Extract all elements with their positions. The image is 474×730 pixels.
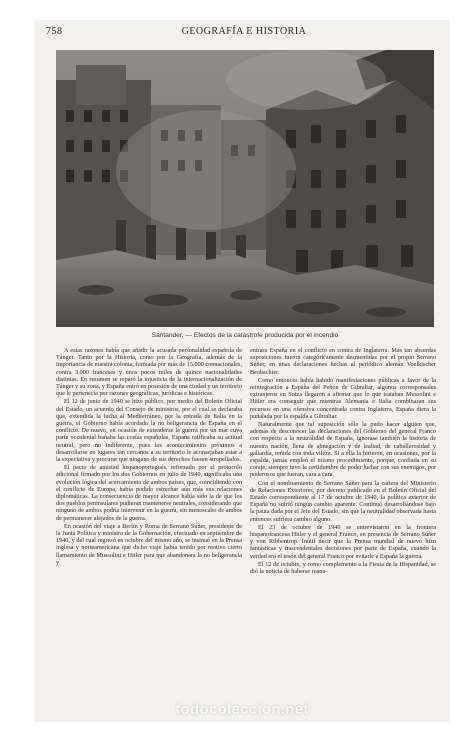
paragraph: El 23 de octubre de 1940 se entrevistaron en la frontera hispanofrancesa Hitler y el general Franco, en presencia de Serrano Súñer y von Ribbentrop. Inútil decir que la Prensa mundial de nuevo hizo fantásticas y trascendentales decisiones por parte de España, cuando la verdad era el tesón del general Franco por evitarle a España la guerra. [250, 523, 436, 560]
text-columns [56, 347, 436, 717]
right-column [250, 347, 436, 717]
paragraph: El 12 de octubre, y como complemento a la Fiesta de la Hispanidad, se dió la noticia de haberse reanu- [250, 560, 436, 576]
paragraph: entrara España en el conflicto en contra de Inglaterra. Mas tan absurdas suposiciones fueron categóricamente desmentidas por el propio Serrano Súñer, en unas declaraciones hechas al periódico alemán Voelkischer Beobachter. [250, 347, 436, 376]
paragraph: Naturalmente que tal suposición sólo la pudo hacer alguien que, además de desconocer las declaraciones del Gobierno del general Franco con respecto a la neutralidad de España, ignorase también la historia de nuestra nación, llena de abnegación y de lealtad, de caballerosidad y gallardía, reñida con toda vileza. Si a ella la hirieron, en ocasiones, por la espalda, jamás empleó el mismo procedimiento, porque, confiada en su coraje, siempre tuvo la certidumbre de poder luchar con sus enemigos, por poderosos que fueran, cara a cara. [250, 421, 436, 479]
paragraph: A estas razones había que añadir la acusada personalidad española de Tánger. Tanto por la Historia, como por la Geografía, además de la importancia de nuestra colonia, formada por más de 15.000 connacionales, contra 3.000 franceses y unos pocos miles de quince nacionalidades distintas. En resumen se reparó la injusticia de la internacionalización de Tánger y su zona, y España entró en posesión de una ciudad y un territorio que le pertenecía por razones geográficas, jurídicas e históricas. [56, 347, 242, 398]
paragraph: El pacto de amistad hispanoportugués, reforzado por el protocolo adicional firmado por los dos Gobiernos en julio de 1940, significaba una evolución lógica del acercamiento de ambos países, que, coincidiendo con el conflicto de Europa, había podido estrechar aún más sus relaciones diplomáticas. La consecuencia de mayor alcance había sido la de que los dos pueblos peninsulares pudieran mantenerse neutrales, considerando que ninguno de ambos podría intervenir en la guerra, sin menoscabo de ambos de permanecer alejados de la guerra. [56, 464, 242, 522]
running-head: GEOGRAFÍA E HISTORIA [181, 26, 307, 37]
paragraph: El 12 de junio de 1940 se hizo público, por medio del Boletín Oficial del Estado, un acuerdo del Consejo de ministros, por el cual se declaraba que, extendida la lucha al Mediterráneo, por la entrada de Italia en la guerra, el Gobierno había acordado la no beligerancia de España en el conflicto. De nuevo, en ocasión de extenderse la guerra por un mar cuya parte occidental bañaba las costas españolas, España ratificaba su actitud neutral, pero no indiferente, pues los acontecimientos próximos a desarrollarse en lugares tan cercanos a su territorio le aconsejaban estar a la expectativa y procurar que ninguno de sus derechos fuesen atropellados. [56, 398, 242, 464]
page-number: 758 [46, 26, 63, 37]
site-watermark: todocoleccion.net [175, 701, 309, 718]
photo-caption: Santander. — Efectos de la catástrofe producida por el incendio [151, 332, 339, 339]
book-page [34, 20, 450, 722]
paragraph: Como entonces había habido manifestaciones públicas a favor de la reintegración a España del Peñón de Gibraltar, algunos corresponsales extranjeros en Suiza llegaron a afirmar que lo que trataban Mussolini e Hitler era conseguir que mientras Alemania e Italia combinaran sus recursos en una ofensiva concentrada contra Inglaterra, España diera la puñalada por la espalda a Gibraltar. [250, 376, 436, 420]
ruins-photograph [56, 50, 434, 327]
left-column [56, 347, 242, 717]
paragraph: Con el nombramiento de Serrano Súñer para la cartera del Ministerio de Relaciones Exteriores, por decreto publicado en el Boletín Oficial del Estado correspondiente al 17 de octubre de 1940, la política exterior de España no sufrió ningún cambio aparente. Continuó desarrollándose bajo la pauta dada por el Jefe del Estado, sin que la neutralidad observada hasta entonces sufriera cambio alguno. [250, 479, 436, 523]
paragraph: En ocasión del viaje a Berlín y Roma de Serrano Súñer, presidente de la Junta Política y ministro de la Gobernación, efectuado en septiembre de 1940, y del cual regresó en octubre del mismo año, se insinuó en la Prensa inglesa y norteamericana que dicho viaje había tenido por motivo cierto llamamiento de Mussolini e Hitler para que abandonara la no beligerancia y [56, 522, 242, 566]
page-header [46, 26, 442, 40]
